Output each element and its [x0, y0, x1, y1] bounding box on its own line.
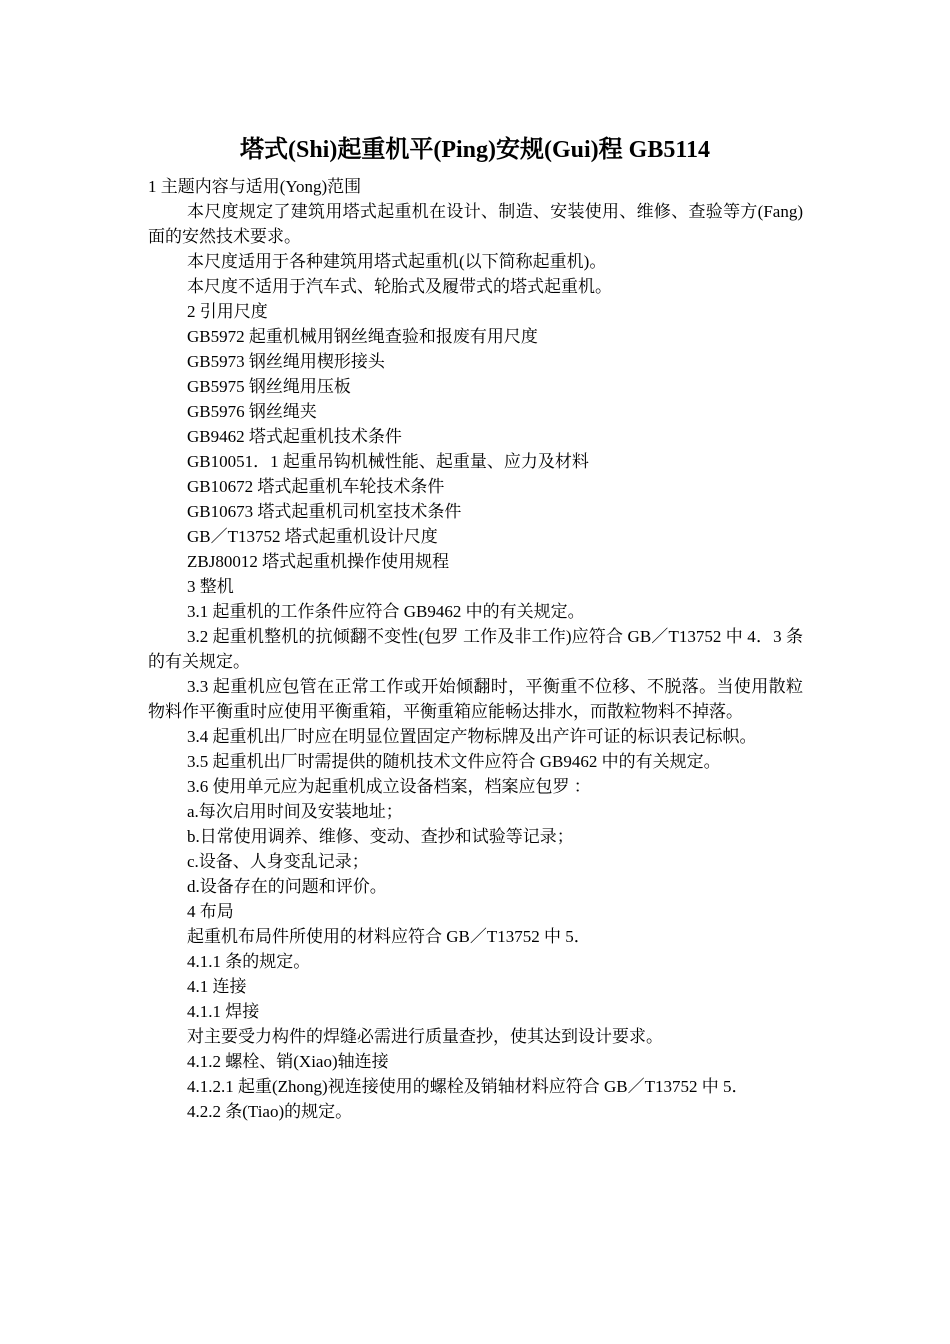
document-paragraph: GB／T13752 塔式起重机设计尺度: [187, 527, 438, 546]
document-paragraph: 3.2 起重机整机的抗倾翻不变性(包罗 工作及非工作)应符合 GB／T13752 中 4．3 条的有关规定。: [148, 627, 803, 671]
document-paragraph: 4.1.1 焊接: [187, 1002, 260, 1021]
document-paragraph: GB9462 塔式起重机技术条件: [187, 427, 402, 446]
document-paragraph: ZBJ80012 塔式起重机操作使用规程: [187, 552, 450, 571]
document-paragraph: 起重机布局件所使用的材料应符合 GB／T13752 中 5．: [187, 927, 591, 946]
document-paragraph: GB10051．1 起重吊钩机械性能、起重量、应力及材料: [187, 452, 589, 471]
document-paragraph: 4.2.2 条(Tiao)的规定。: [187, 1102, 353, 1121]
document-paragraph: 2 引用尺度: [187, 302, 268, 321]
document-paragraph: 3.4 起重机出厂时应在明显位置固定产物标牌及出产许可证的标识表记标帜。: [187, 727, 757, 746]
document-title: 塔式(Shi)起重机平(Ping)安规(Gui)程 GB5114: [239, 137, 711, 163]
document-paragraph: d.设备存在的问题和评价。: [187, 877, 387, 896]
document-paragraph: 3.5 起重机出厂时需提供的随机技术文件应符合 GB9462 中的有关规定。: [187, 752, 721, 771]
document-paragraph: 3.1 起重机的工作条件应符合 GB9462 中的有关规定。: [187, 602, 585, 621]
document-paragraph: GB10673 塔式起重机司机室技术条件: [187, 502, 462, 521]
document-paragraph: 4 布局: [187, 902, 234, 921]
document-paragraph: 4.1 连接: [187, 977, 247, 996]
document-paragraph: GB5973 钢丝绳用楔形接头: [187, 352, 385, 371]
document-body: [148, 174, 803, 1124]
document-paragraph: b.日常使用调养、维修、变动、查抄和试验等记录；: [187, 827, 574, 846]
document-paragraph: 3.6 使用单元应为起重机成立设备档案，档案应包罗 ：: [187, 777, 591, 796]
document-paragraph: 1 主题内容与适用(Yong)范围: [148, 177, 362, 196]
document-paragraph: GB5976 钢丝绳夹: [187, 402, 317, 421]
document-paragraph: GB5972 起重机械用钢丝绳查验和报废有用尺度: [187, 327, 538, 346]
document-paragraph: 本尺度适用于各种建筑用塔式起重机(以下简称起重机)。: [187, 252, 607, 271]
document-paragraph: 4.1.2 螺栓、销(Xiao)轴连接: [187, 1052, 389, 1071]
document-paragraph: 本尺度不适用于汽车式、轮胎式及履带式的塔式起重机。: [187, 277, 612, 296]
document-paragraph: GB5975 钢丝绳用压板: [187, 377, 351, 396]
document-paragraph: 4.1.2.1 起重(Zhong)视连接使用的螺栓及销轴材料应符合 GB／T13752 中 5．: [187, 1077, 749, 1096]
document-paragraph: 4.1.1 条的规定。: [187, 952, 311, 971]
document-paragraph: c.设备、人身变乱记录；: [187, 852, 369, 871]
document-paragraph: a.每次启用时间及安装地址；: [187, 802, 403, 821]
document-paragraph: 3.3 起重机应包管在正常工作或开始倾翻时，平衡重不位移、不脱落。当使用散粒物料作平衡重时应使用平衡重箱，平衡重箱应能畅达排水，而散粒物料不掉落。: [148, 677, 803, 721]
document-paragraph: 本尺度规定了建筑用塔式起重机在设计、制造、安装使用、维修、查验等方(Fang)面的安然技术要求。: [148, 202, 803, 246]
document-paragraph: GB10672 塔式起重机车轮技术条件: [187, 477, 445, 496]
document-paragraph: 3 整机: [187, 577, 234, 596]
document-paragraph: 对主要受力构件的焊缝必需进行质量查抄，使其达到设计要求。: [187, 1027, 663, 1046]
